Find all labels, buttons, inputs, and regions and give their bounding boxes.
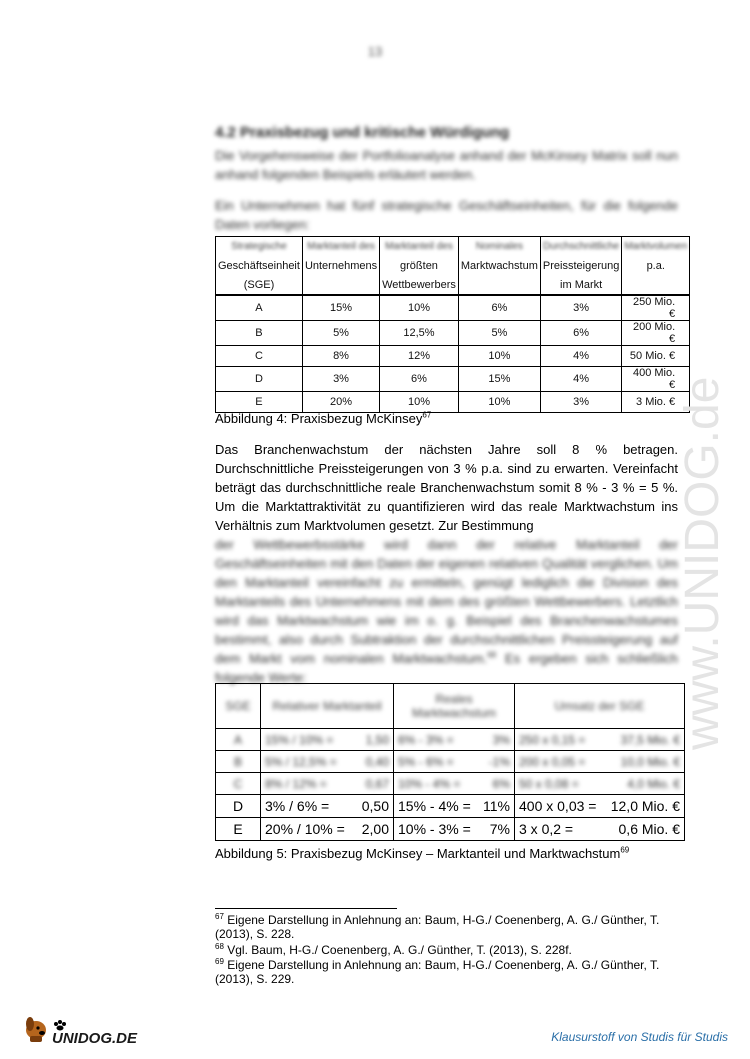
th-mid: p.a. [622, 256, 690, 275]
watermark [668, 250, 738, 770]
cell: 15% [458, 367, 540, 392]
cell: 12,5% [380, 321, 459, 346]
footnote-ref: 68 [487, 650, 497, 660]
cell: 3 Mio. € [622, 392, 690, 413]
sge-cell: A [216, 729, 261, 751]
body-text: der Wettbewerbsstärke wird dann der relative Marktanteil der Geschäftseinheiten mit den Daten der eigenen relativen Qualität verglichen. Um den Marktanteil vereinfacht zu ermitteln, genügt lediglich die Division des Marktanteils des Unternehmens mit dem des größten Wettbewerbers. Letztlich wird das Marktwachstum wie im o. g. Beispiel des Branchenwachstumes bestimmt, also durch Subtraktion der durchschnittlichen Preissteigerung auf dem Markt vom nominalen Marktwachstum. [215, 537, 678, 666]
val: 3% [492, 732, 510, 747]
real-cell [394, 773, 515, 795]
th-mid: Geschäftseinheit [216, 256, 303, 275]
ums-cell [515, 729, 685, 751]
cell: 5% [458, 321, 540, 346]
table-row [216, 346, 690, 367]
cell: 4% [540, 346, 621, 367]
unidog-logo[interactable] [22, 1012, 162, 1051]
th: SGE [216, 684, 261, 729]
table-row [216, 729, 685, 751]
cell: 15% [302, 295, 379, 321]
table-row [216, 392, 690, 413]
footnote-ref: 67 [422, 410, 432, 420]
th-bot: im Markt [540, 275, 621, 295]
val: 12,0 Mio. € [610, 798, 680, 814]
val: 6% [492, 776, 510, 791]
th-mid: Marktwachstum [458, 256, 540, 275]
page-number: 13 [367, 44, 383, 59]
cell: C [216, 346, 303, 367]
sge-cell: E [216, 818, 261, 841]
rel-cell [261, 729, 394, 751]
th-bot [458, 275, 540, 295]
expr: 5% - 6% = [398, 754, 454, 769]
ums-cell [515, 773, 685, 795]
table2-header [216, 684, 685, 729]
expr: 15% / 10% = [265, 732, 334, 747]
th-mid: größten [380, 256, 459, 275]
logo-text: UNIDOG.DE [52, 1030, 138, 1046]
cell: 10% [380, 392, 459, 413]
expr: 10% - 4% = [398, 776, 461, 791]
table-row [216, 751, 685, 773]
cell: 50 Mio. € [622, 346, 690, 367]
cell: 6% [458, 295, 540, 321]
cell: 3% [540, 392, 621, 413]
ums-cell [515, 751, 685, 773]
expr: 10% - 3% = [398, 821, 471, 837]
val: 1,50 [365, 732, 389, 747]
table1-header-top [216, 237, 690, 257]
sge-cell: D [216, 795, 261, 818]
th-top: Strategische [216, 237, 303, 257]
caption-text: Abbildung 5: Praxisbezug McKinsey – Marktanteil und Marktwachstum [215, 846, 621, 861]
th: Reales Marktwachstum [394, 684, 515, 729]
footnote-text: Vgl. Baum, H-G./ Coenenberg, A. G./ Günther, T. (2013), S. 228f. [223, 943, 572, 957]
expr: 15% - 4% = [398, 798, 471, 814]
real-cell [394, 795, 515, 818]
th-bot: (SGE) [216, 275, 303, 295]
th-bot [302, 275, 379, 295]
table1-header-mid [216, 256, 690, 275]
watermark-text: www.UNIDOG.de [676, 376, 729, 750]
expr: 3 x 0,2 = [519, 821, 574, 837]
body-paragraph: Das Branchenwachstum der nächsten Jahre soll 8 % betragen. Durchschnittliche Preissteigerungen von 3 % p.a. sind zu erwarten. Vereinfacht beträgt das durchschnittliche reale Branchenwachstum somit 8 % - 3 % = 5 %. Um die Marktattraktivität zu quantifizieren wird das reale Marktwachstum ins Verhältnis zum Marktvolumen gesetzt. Zur Bestimmung [215, 442, 678, 533]
th-top: Marktanteil des [302, 237, 379, 257]
cell: B [216, 321, 303, 346]
rel-cell [261, 795, 394, 818]
expr: 400 x 0,03 = [519, 798, 597, 814]
cell: 10% [458, 392, 540, 413]
cell: 3% [302, 367, 379, 392]
val: 0,50 [361, 798, 389, 814]
table-row [216, 295, 690, 321]
footnote-separator [215, 908, 397, 909]
footnote-text: Eigene Darstellung in Anlehnung an: Baum, H-G./ Coenenberg, A. G./ Günther, T. (2013), S. 228. [215, 913, 660, 941]
real-cell [394, 818, 515, 841]
footnote-68 [215, 943, 685, 957]
th: Relativer Marktanteil [261, 684, 394, 729]
figure-caption-5 [215, 846, 629, 861]
footnote-ref: 69 [620, 845, 630, 855]
real-cell [394, 751, 515, 773]
val: 0,6 Mio. € [618, 821, 680, 837]
val: 4,0 Mio. € [627, 776, 680, 791]
expr: 8% / 12% = [265, 776, 327, 791]
cell: 250 Mio. € [622, 295, 690, 321]
th-top: Nominales [458, 237, 540, 257]
expr: 5% / 12,5% = [265, 754, 337, 769]
footnote-67 [215, 913, 685, 941]
cell: 10% [458, 346, 540, 367]
paw-icon [54, 1020, 66, 1031]
val: -1% [488, 754, 510, 769]
th-mid: Unternehmens [302, 256, 379, 275]
val: 11% [483, 798, 510, 814]
rel-cell [261, 773, 394, 795]
cell: 5% [302, 321, 379, 346]
ums-cell [515, 818, 685, 841]
results-table [215, 683, 685, 841]
cell: 200 Mio. € [622, 321, 690, 346]
val: 0,40 [365, 754, 389, 769]
th-top: Marktvolumen [622, 237, 690, 257]
body-text-end: Es ergeben sich schließlich folgende Werte: [215, 651, 678, 685]
footnote-num: 69 [215, 957, 224, 966]
intro-paragraph-2: Ein Unternehmen hat fünf strategische Geschäftseinheiten, für die folgende Daten vorliegen: [215, 198, 678, 232]
cell: E [216, 392, 303, 413]
cell: 400 Mio. € [622, 367, 690, 392]
expr: 3% / 6% = [265, 798, 330, 814]
rel-cell [261, 751, 394, 773]
footnote-69 [215, 958, 685, 986]
section-heading: 4.2 Praxisbezug und kritische Würdigung [215, 124, 510, 141]
caption-text: Abbildung 4: Praxisbezug McKinsey [215, 411, 423, 426]
table-row [216, 795, 685, 818]
cell: 6% [540, 321, 621, 346]
body-paragraph-blurred [215, 535, 678, 687]
footnote-text: Eigene Darstellung in Anlehnung an: Baum, H-G./ Coenenberg, A. G./ Günther, T. (2013), S. 229. [215, 958, 660, 986]
cell: D [216, 367, 303, 392]
val: 0,67 [365, 776, 389, 791]
table-row [216, 773, 685, 795]
table-row [216, 321, 690, 346]
cell: 4% [540, 367, 621, 392]
th: Umsatz der SGE [515, 684, 685, 729]
sge-cell: C [216, 773, 261, 795]
figure-caption-4 [215, 411, 431, 426]
ums-cell [515, 795, 685, 818]
val: 10,0 Mio. € [620, 754, 680, 769]
th-top: Marktanteil des [380, 237, 459, 257]
expr: 250 x 0,15 = [519, 732, 586, 747]
cell: 10% [380, 295, 459, 321]
rel-cell [261, 818, 394, 841]
table-row [216, 367, 690, 392]
val: 37,5 Mio. € [620, 732, 680, 747]
real-cell [394, 729, 515, 751]
table-row [216, 818, 685, 841]
intro-paragraph-1: Die Vorgehensweise der Portfolioanalyse anhand der McKinsey Matrix soll nun anhand folgenden Beispiels erläutert werden. [215, 148, 678, 182]
val: 2,00 [361, 821, 389, 837]
cell: 12% [380, 346, 459, 367]
dog-icon [26, 1017, 46, 1042]
th-bot: Wettbewerbers [380, 275, 459, 295]
table1-header-bot [216, 275, 690, 295]
expr: 50 x 0,08 = [519, 776, 579, 791]
val: 7% [489, 821, 510, 837]
expr: 20% / 10% = [265, 821, 345, 837]
sge-cell: B [216, 751, 261, 773]
cell: 6% [380, 367, 459, 392]
footnote-num: 68 [215, 942, 224, 951]
cell: 20% [302, 392, 379, 413]
cell: 3% [540, 295, 621, 321]
cell: 8% [302, 346, 379, 367]
logo-graphic [22, 1012, 162, 1046]
th-mid: Preissteigerung [540, 256, 621, 275]
footnote-num: 67 [215, 912, 224, 921]
th-top: Durchschnittliche [540, 237, 621, 257]
expr: 200 x 0,05 = [519, 754, 586, 769]
sge-data-table [215, 236, 690, 413]
cell: A [216, 295, 303, 321]
footer-slogan: Klausurstoff von Studis für Studis [551, 1030, 728, 1044]
expr: 6% - 3% = [398, 732, 454, 747]
